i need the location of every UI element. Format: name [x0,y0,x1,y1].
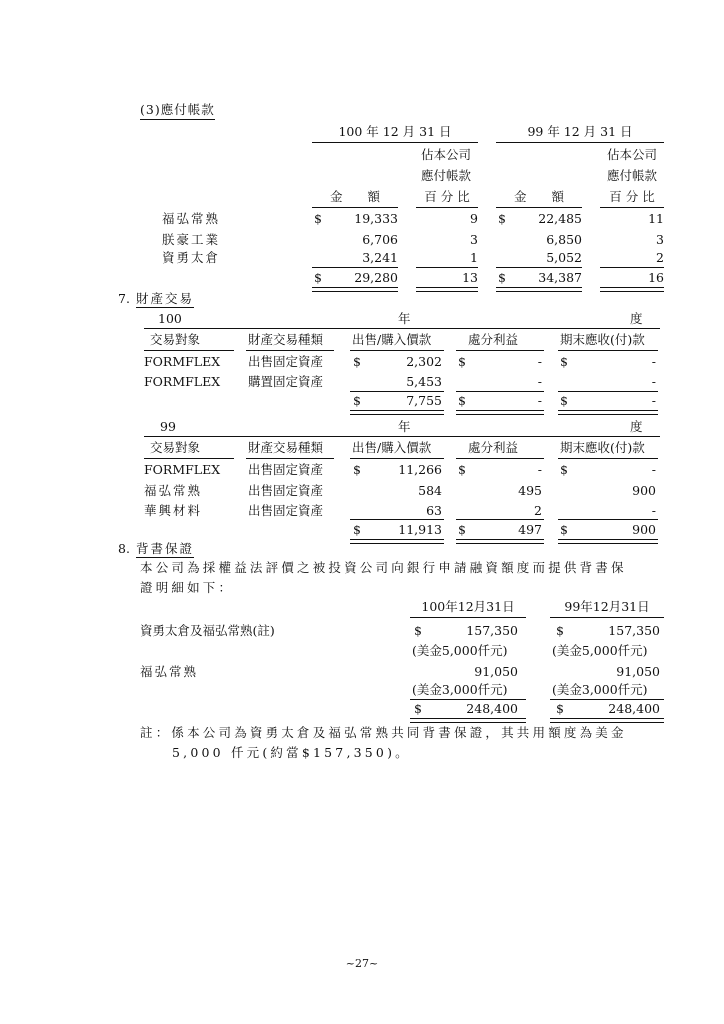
prop-99-row-gain: - [537,462,542,477]
endorse-heading-num: 8. [118,541,130,556]
endorse-row-usd-note-100: (美金5,000仟元) [412,643,508,658]
prop-100-year-word: 年 [398,311,411,326]
prop-col-gain-rule [456,350,544,351]
prop-currency: $ [353,354,361,369]
ap-row-pct-99: 3 [656,232,664,247]
ap-amount-label-2-rule [496,207,582,208]
prop-99-row-party: FORMFLEX [144,462,221,477]
prop-currency: $ [353,393,361,408]
prop-99-total-double-rule [350,539,444,544]
prop-99-row-party: 福弘常熟 [144,483,203,498]
ap-row-pct-99: 11 [648,211,664,226]
prop-100-subtotal-rule [350,391,444,392]
prop-currency: $ [560,393,568,408]
prop-100-row-party: FORMFLEX [144,374,221,389]
ap-currency: $ [314,211,322,226]
prop-100-total-double-rule [350,410,444,415]
ap-total-double-rule [312,287,398,292]
prop-100-subtotal-rule [456,391,544,392]
ap-pct-label-2-rule [600,207,664,208]
prop-100-row-type: 出售固定資產 [248,354,324,369]
prop-99-total-double-rule [456,539,544,544]
prop-currency: $ [353,462,361,477]
ap-row-pct-99: 2 [656,250,664,265]
ap-row-pct-100: 3 [470,232,478,247]
ap-amount-label-1: 金 額 [329,189,380,204]
endorse-note-line1: 註：係本公司為資勇太倉及福弘常熟共同背書保證，其共用額度為美金 [140,725,627,740]
ap-row-amount-99: 22,485 [538,211,582,226]
endorse-currency: $ [414,701,422,716]
ap-subtotal-rule [312,267,398,268]
endorse-row-usd-note-100: (美金3,000仟元) [412,682,508,697]
endorse-row-value-99: 91,050 [616,664,660,679]
prop-col-gain: 處分利益 [468,332,519,347]
prop-100-row-gain: - [537,354,542,369]
prop-99-row-price: 584 [418,483,442,498]
prop-currency: $ [560,354,568,369]
ap-total-pct-100: 13 [462,270,478,285]
prop-100-row-ar: - [651,374,656,389]
prop-col-ar: 期末應收(付)款 [560,332,645,347]
endorse-paragraph-line1: 本公司為採權益法評價之被投資公司向銀行申請融資額度而提供背書保 [140,560,627,575]
endorse-heading: 背書保證 [136,541,195,556]
ap-currency: $ [314,270,322,285]
ap-currency: $ [498,211,506,226]
prop-col-type: 財產交易種類 [248,332,324,347]
prop-99-total-gain: 497 [518,522,542,537]
prop-currency: $ [458,393,466,408]
prop-100-row-type: 購置固定資產 [248,374,324,389]
prop-99-row-ar: 900 [632,483,656,498]
prop-99-period-word: 度 [630,419,643,434]
prop-currency: $ [458,354,466,369]
endorse-row-value-100: 157,350 [466,623,518,638]
prop-99-row-gain: 2 [534,503,542,518]
ap-total-double-rule [600,287,664,292]
prop-99-total-double-rule [558,539,658,544]
ap-col2-date-rule [496,142,664,143]
ap-row-name: 資勇太倉 [162,250,221,265]
endorse-total-99: 248,400 [608,701,660,716]
prop-100-row-ar: - [651,354,656,369]
endorse-col2-date-rule [550,617,664,618]
prop-99-row-type: 出售固定資產 [248,462,324,477]
prop-col-price-rule [350,350,444,351]
prop-99-row-type: 出售固定資產 [248,483,324,498]
prop-100-row-price: 5,453 [406,374,442,389]
ap-amount-label-2: 金 額 [513,189,564,204]
ap-currency: $ [498,270,506,285]
prop-100-row-party: FORMFLEX [144,354,221,369]
ap-row-name: 朕豪工業 [162,232,221,247]
endorse-note-line2: 5,000 仟元(約當$157,350)。 [172,745,411,760]
ap-row-name: 福弘常熟 [162,211,221,226]
ap-row-amount-100: 19,333 [354,211,398,226]
prop-100-year-rule [144,328,660,329]
ap-pct-head-1: 佔本公司 [420,147,471,162]
page-number: ~27~ [345,957,379,970]
ap-row-pct-100: 9 [470,211,478,226]
ap-total-pct-99: 16 [648,270,664,285]
prop-col-type-rule [246,350,334,351]
prop-currency: $ [458,462,466,477]
prop-currency: $ [458,522,466,537]
prop-100-total-double-rule [558,410,658,415]
prop-99-subtotal-rule [456,519,544,520]
ap-row-amount-99: 5,052 [546,250,582,265]
prop-99-row-party: 華興材料 [144,503,203,518]
endorse-currency: $ [414,623,422,638]
prop-99-row-type: 出售固定資產 [248,503,324,518]
ap-total-amount-99: 34,387 [538,270,582,285]
prop-100-total-ar: - [651,393,656,408]
ap-row-pct-100: 1 [470,250,478,265]
endorse-row-value-100: 91,050 [474,664,518,679]
endorse-col2-date: 99年12月31日 [564,599,650,614]
prop-100-period-word: 度 [630,311,643,326]
prop-col-price: 出售/購入價款 [352,332,432,347]
endorse-col1-date-rule [410,617,526,618]
prop-99-year: 99 [160,419,176,434]
prop-heading-num: 7. [118,291,130,306]
ap-subtotal-rule [416,267,478,268]
prop-currency: $ [560,462,568,477]
ap-row-amount-100: 3,241 [362,250,398,265]
ap-pct-label-1: 百 分 比 [424,189,470,204]
prop-99-row-price: 11,266 [398,462,442,477]
prop-99-row-ar: - [651,503,656,518]
endorse-row-value-99: 157,350 [608,623,660,638]
prop-col-party-rule [144,458,234,459]
ap-pct-label-1-rule [416,207,478,208]
prop-col-party: 交易對象 [150,332,201,347]
prop-100-subtotal-rule [558,391,658,392]
prop-col-price-rule [350,458,444,459]
endorse-currency: $ [556,623,564,638]
prop-100-total-price: 7,755 [406,393,442,408]
ap-heading: (3)應付帳款 [140,102,215,120]
prop-col-ar: 期末應收(付)款 [560,440,645,455]
prop-col-type-rule [246,458,334,459]
ap-col1-date-rule [312,142,478,143]
ap-pct-label-2: 百 分 比 [609,189,655,204]
prop-currency: $ [353,522,361,537]
ap-subtotal-rule [496,267,582,268]
prop-col-gain-rule [456,458,544,459]
ap-total-double-rule [496,287,582,292]
ap-total-double-rule [416,287,478,292]
ap-pct-head-1b: 佔本公司 [606,147,657,162]
prop-99-row-price: 63 [426,503,442,518]
prop-100-year: 100 [158,311,182,326]
prop-99-total-price: 11,913 [398,522,442,537]
endorse-currency: $ [556,701,564,716]
ap-row-amount-100: 6,706 [362,232,398,247]
prop-99-row-ar: - [651,462,656,477]
prop-99-total-ar: 900 [632,522,656,537]
endorse-row-usd-note-99: (美金5,000仟元) [552,643,648,658]
prop-100-total-gain: - [537,393,542,408]
endorse-paragraph-line2: 證明細如下： [140,580,235,595]
prop-100-row-gain: - [537,374,542,389]
endorse-subtotal-rule [410,699,526,700]
ap-pct-head-2b: 應付帳款 [606,168,657,183]
prop-100-total-double-rule [456,410,544,415]
prop-99-year-rule [144,436,660,437]
ap-col2-date: 99 年 12 月 31 日 [527,124,633,139]
prop-99-row-gain: 495 [518,483,542,498]
prop-col-party: 交易對象 [150,440,201,455]
ap-subtotal-rule [600,267,664,268]
endorse-row-name: 資勇太倉及福弘常熟(註) [140,623,275,638]
ap-total-amount-100: 29,280 [354,270,398,285]
prop-99-subtotal-rule [350,519,444,520]
endorse-row-usd-note-99: (美金3,000仟元) [552,682,648,697]
prop-col-price: 出售/購入價款 [352,440,432,455]
prop-col-party-rule [144,350,234,351]
prop-100-row-price: 2,302 [406,354,442,369]
prop-col-gain: 處分利益 [468,440,519,455]
ap-pct-head-2: 應付帳款 [420,168,471,183]
prop-col-ar-rule [558,350,658,351]
ap-amount-label-1-rule [312,207,398,208]
prop-col-ar-rule [558,458,658,459]
prop-99-subtotal-rule [558,519,658,520]
ap-col1-date: 100 年 12 月 31 日 [338,124,452,139]
prop-99-year-word: 年 [398,419,411,434]
prop-col-type: 財產交易種類 [248,440,324,455]
prop-currency: $ [560,522,568,537]
ap-row-amount-99: 6,850 [546,232,582,247]
prop-heading: 財產交易 [136,291,195,306]
endorse-col1-date: 100年12月31日 [421,599,515,614]
endorse-total-100: 248,400 [466,701,518,716]
endorse-row-name: 福弘常熟 [140,664,199,679]
endorse-subtotal-rule [550,699,664,700]
